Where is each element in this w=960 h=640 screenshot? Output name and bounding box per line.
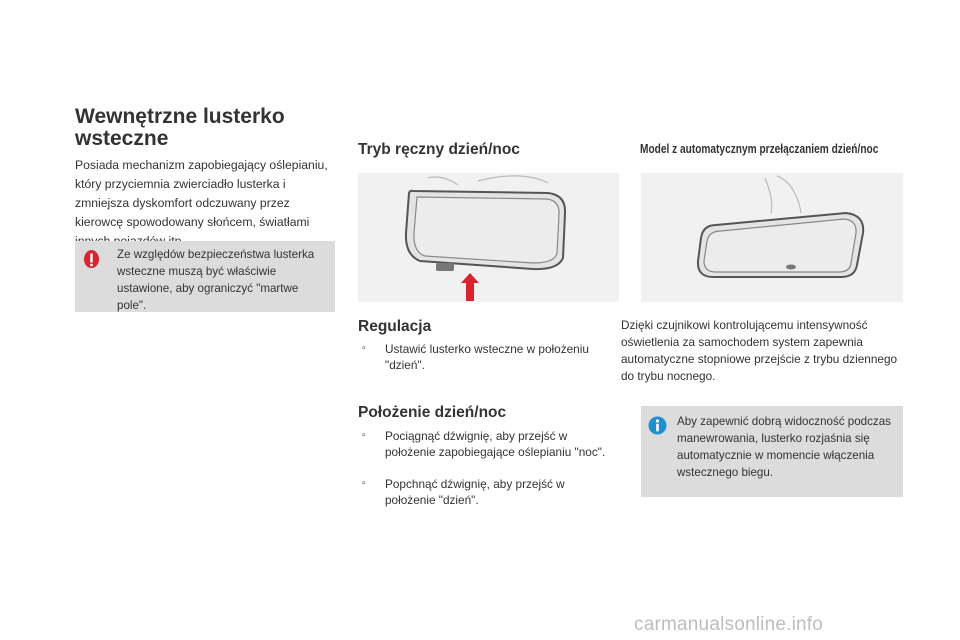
dzien-noc-heading: Położenie dzień/noc bbox=[358, 404, 507, 421]
bullet-mark: ▫ bbox=[362, 343, 366, 354]
exclamation-warning-icon bbox=[83, 249, 100, 269]
regulacja-bullet bbox=[362, 341, 612, 377]
info-text: Aby zapewnić dobrą widoczność podczas manewrowania, lusterko rozjaśnia się automatycznie w momencie włączenia wstecznego biegu. bbox=[677, 415, 891, 479]
manual-heading: Tryb ręczny dzień/noc bbox=[358, 141, 520, 158]
regulacja-heading: Regulacja bbox=[358, 318, 432, 335]
manual-mirror-illustration bbox=[358, 173, 619, 302]
bullet-text: Pociągnąć dźwignię, aby przejść w położenie zapobiegające oślepianiu "noc". bbox=[385, 429, 606, 459]
auto-mirror-figure bbox=[641, 173, 903, 302]
intro-paragraph: Posiada mechanizm zapobiegający oślepianiu, który przyciemnia zwierciadło lusterka i zmniejsza dyskomfort odczuwany przez kierowcę spowodowany słońcem, światłami bbox=[75, 158, 328, 229]
auto-heading: Model z automatycznym przełączaniem dzień/noc bbox=[640, 141, 879, 156]
warning-text: Ze względów bezpieczeństwa lusterka wsteczne muszą być właściwie ustawione, aby ograniczyć "martwe pole". bbox=[117, 248, 315, 312]
bullet-text: Popchnąć dźwignię, aby przejść w położenie "dzień". bbox=[385, 477, 565, 507]
dzien-noc-bullet-2 bbox=[362, 476, 612, 510]
watermark: carmanualsonline.info bbox=[634, 614, 824, 635]
page-title: Wewnętrzne lusterko wsteczne bbox=[75, 105, 285, 150]
info-icon bbox=[648, 416, 667, 435]
bullet-mark: ▫ bbox=[362, 478, 366, 489]
auto-description: Dzięki czujnikowi kontrolującemu intensywność oświetlenia za samochodem system zapewnia automatyczne stopniowe przejście z trybu dziennego do trybu nocnego. bbox=[621, 318, 898, 383]
auto-mirror-illustration bbox=[641, 173, 903, 302]
dzien-noc-bullet-1 bbox=[362, 428, 612, 476]
manual-mirror-figure bbox=[358, 173, 619, 302]
bullet-text: Ustawić lusterko wsteczne w położeniu "dzień". bbox=[385, 342, 589, 372]
bullet-mark: ▫ bbox=[362, 430, 366, 441]
